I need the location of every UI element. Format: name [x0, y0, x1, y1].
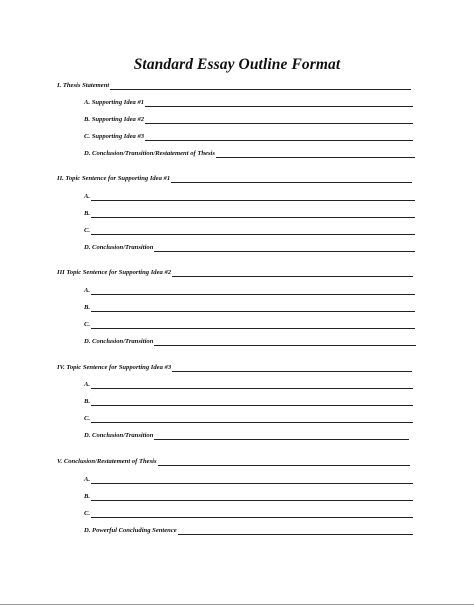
item-label: C.	[84, 227, 91, 234]
item-label: D. Conclusion/Transition	[84, 338, 154, 345]
item-label: B.	[84, 210, 91, 217]
blank-line[interactable]	[91, 287, 415, 295]
section-heading	[57, 267, 413, 277]
blank-line[interactable]	[91, 304, 415, 312]
blank-line[interactable]	[145, 116, 413, 124]
section-heading	[57, 173, 412, 183]
outline-item	[84, 474, 413, 484]
section-heading	[57, 80, 411, 90]
blank-line[interactable]	[145, 99, 413, 107]
blank-line[interactable]	[158, 458, 410, 466]
item-label: A.	[84, 476, 91, 483]
blank-line[interactable]	[91, 476, 413, 484]
item-label: B.	[84, 398, 91, 405]
page-bottom-border	[0, 604, 474, 605]
blank-line[interactable]	[91, 210, 415, 218]
outline-item	[84, 148, 415, 158]
outline-item	[84, 208, 415, 218]
blank-line[interactable]	[91, 227, 415, 235]
item-label: A. Supporting Idea #1	[84, 99, 145, 106]
item-label: A.	[84, 287, 91, 294]
outline-item	[84, 225, 415, 235]
item-label: D. Conclusion/Transition/Restatement of Thesis	[84, 150, 215, 157]
outline-item	[84, 191, 415, 201]
outline-item	[84, 396, 413, 406]
blank-line[interactable]	[91, 398, 413, 406]
blank-line[interactable]	[145, 133, 413, 141]
section-heading	[57, 456, 410, 466]
item-label: C.	[84, 321, 91, 328]
item-label: C.	[84, 415, 91, 422]
section-heading-label: II. Topic Sentence for Supporting Idea #1	[57, 175, 171, 182]
blank-line[interactable]	[110, 82, 411, 90]
item-label: D. Powerful Concluding Sentence	[84, 527, 177, 534]
outline-item	[84, 285, 415, 295]
blank-line[interactable]	[154, 338, 416, 346]
blank-line[interactable]	[91, 415, 413, 423]
section-heading	[57, 362, 412, 372]
blank-line[interactable]	[91, 381, 413, 389]
outline-item	[84, 242, 415, 252]
item-label: B.	[84, 493, 91, 500]
section-heading-label: III Topic Sentence for Supporting Idea #2	[57, 269, 172, 276]
item-label: A.	[84, 381, 91, 388]
outline-item	[84, 379, 413, 389]
blank-line[interactable]	[154, 432, 409, 440]
section-heading-label: V. Conclusion/Restatement of Thesis	[57, 458, 157, 465]
blank-line[interactable]	[216, 150, 415, 158]
item-label: B. Supporting Idea #2	[84, 116, 145, 123]
item-label: D. Conclusion/Transition	[84, 244, 154, 251]
section-heading-label: IV. Topic Sentence for Supporting Idea #3	[57, 364, 172, 371]
item-label: A.	[84, 193, 91, 200]
blank-line[interactable]	[178, 527, 413, 535]
blank-line[interactable]	[171, 175, 412, 183]
outline-item	[84, 525, 413, 535]
outline-item	[84, 114, 413, 124]
blank-line[interactable]	[154, 244, 415, 252]
blank-line[interactable]	[91, 510, 413, 518]
item-label: C.	[84, 510, 91, 517]
outline-item	[84, 430, 409, 440]
item-label: D. Conclusion/Transition	[84, 432, 154, 439]
blank-line[interactable]	[172, 269, 413, 277]
blank-line[interactable]	[91, 321, 415, 329]
outline-item	[84, 336, 416, 346]
blank-line[interactable]	[91, 193, 415, 201]
section-heading-label: I. Thesis Statement	[57, 82, 110, 89]
blank-line[interactable]	[91, 493, 413, 501]
item-label: C. Supporting Idea #3	[84, 133, 145, 140]
item-label: B.	[84, 304, 91, 311]
outline-item	[84, 508, 413, 518]
outline-item	[84, 131, 413, 141]
outline-item	[84, 302, 415, 312]
outline-item	[84, 413, 413, 423]
outline-item	[84, 491, 413, 501]
outline-item	[84, 319, 415, 329]
blank-line[interactable]	[172, 364, 412, 372]
page-title: Standard Essay Outline Format	[133, 56, 341, 73]
outline-item	[84, 97, 413, 107]
